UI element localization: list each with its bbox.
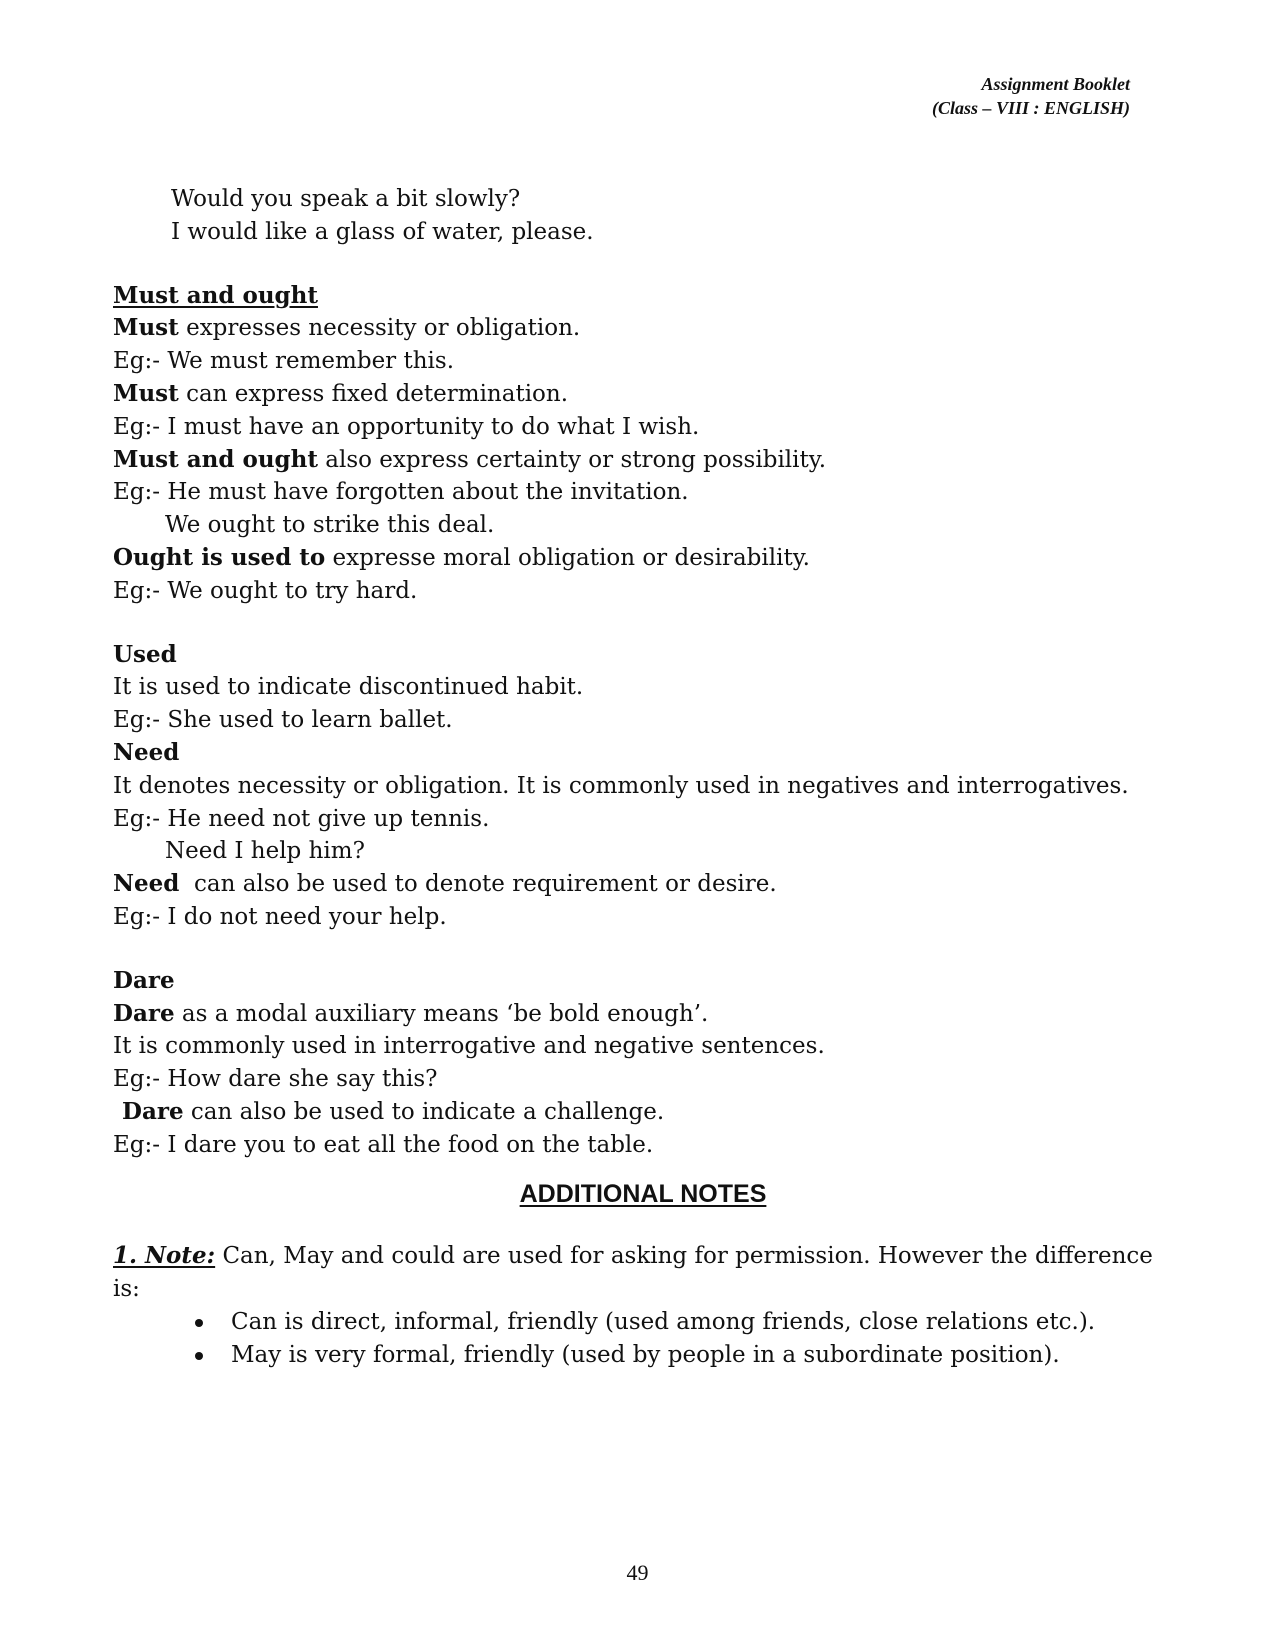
used-heading: Used bbox=[113, 640, 177, 668]
must-example-2: Eg:- I must have an opportunity to do what I wish. bbox=[113, 413, 700, 440]
header-booklet-title: Assignment Booklet bbox=[981, 74, 1130, 94]
must-line-3: Must and ought also express certainty or strong possibility. bbox=[113, 445, 827, 473]
page-number: 49 bbox=[626, 1560, 649, 1585]
need-example-2: Need I help him? bbox=[165, 838, 365, 865]
bullet-icon bbox=[195, 1352, 203, 1360]
page-header bbox=[932, 72, 1130, 120]
dare-example-2: Eg:- I dare you to eat all the food on the table. bbox=[113, 1131, 654, 1158]
ought-example: Eg:- We ought to try hard. bbox=[113, 577, 418, 604]
dare-line-2: It is commonly used in interrogative and negative sentences. bbox=[113, 1033, 825, 1060]
need-line-2: Need can also be used to denote requirement or desire. bbox=[113, 870, 777, 898]
bullet-icon bbox=[195, 1319, 203, 1327]
dare-line-1: Dare as a modal auxiliary means ‘be bold enough’. bbox=[113, 999, 709, 1027]
need-example-3: Eg:- I do not need your help. bbox=[113, 903, 447, 930]
page-content bbox=[113, 183, 1153, 1372]
ought-line: Ought is used to expresse moral obligation or desirability. bbox=[113, 543, 810, 571]
note-1-text: Can, May and could are used for asking for permission. However the difference is: bbox=[113, 1243, 1153, 1303]
list-item: Can is direct, informal, friendly (used among friends, close relations etc.). bbox=[113, 1306, 1153, 1339]
must-example-1: Eg:- We must remember this. bbox=[113, 348, 455, 375]
intro-example-2: I would like a glass of water, please. bbox=[171, 218, 594, 245]
need-example-1: Eg:- He need not give up tennis. bbox=[113, 805, 490, 832]
must-line-2: Must can express fixed determination. bbox=[113, 379, 569, 407]
additional-notes-title: ADDITIONAL NOTES bbox=[519, 1179, 767, 1208]
list-item: May is very formal, friendly (used by people in a subordinate position). bbox=[113, 1339, 1153, 1372]
header-class-subject: (Class – VIII : ENGLISH) bbox=[931, 98, 1130, 118]
dare-heading: Dare bbox=[113, 966, 175, 994]
must-line-1: Must expresses necessity or obligation. bbox=[113, 314, 581, 342]
note-1-label: 1. Note: bbox=[113, 1242, 216, 1270]
must-example-3: Eg:- He must have forgotten about the invitation. bbox=[113, 479, 689, 506]
must-ought-heading: Must and ought bbox=[113, 281, 318, 309]
need-line-1: It denotes necessity or obligation. It is commonly used in negatives and interrogatives. bbox=[113, 772, 1129, 799]
used-line-1: It is used to indicate discontinued habit. bbox=[113, 674, 584, 701]
used-example: Eg:- She used to learn ballet. bbox=[113, 707, 453, 734]
must-example-4: We ought to strike this deal. bbox=[165, 512, 495, 539]
intro-example-1: Would you speak a bit slowly? bbox=[171, 186, 521, 212]
note-1-paragraph bbox=[113, 1240, 1153, 1306]
dare-example-1: Eg:- How dare she say this? bbox=[113, 1066, 438, 1093]
note-1-bullet-list bbox=[113, 1306, 1153, 1372]
dare-line-3: Dare can also be used to indicate a challenge. bbox=[122, 1097, 665, 1125]
need-heading: Need bbox=[113, 738, 180, 766]
